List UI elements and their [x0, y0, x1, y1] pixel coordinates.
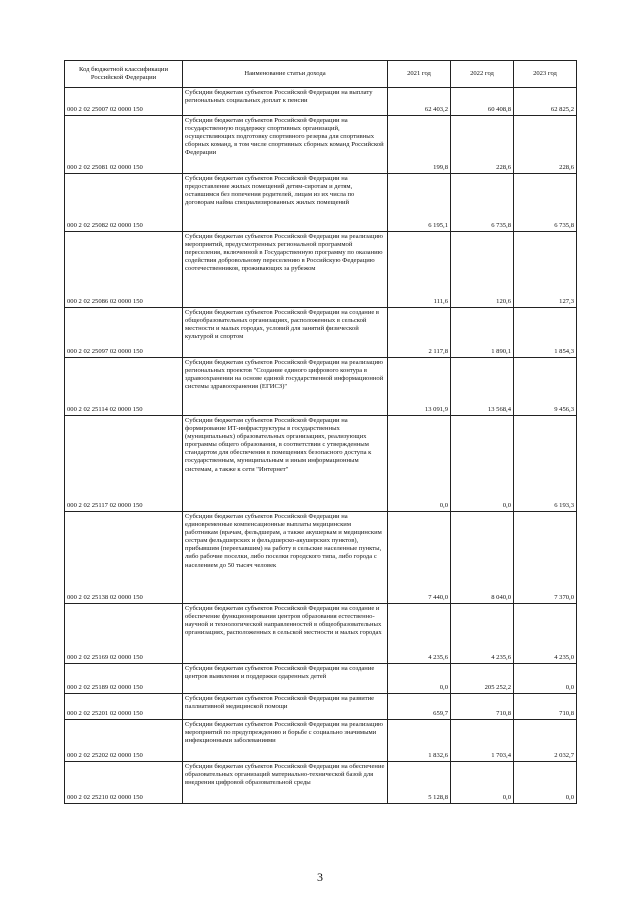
row-2023: 0,0	[514, 762, 577, 804]
row-code: 000 2 02 25201 02 0000 150	[65, 694, 183, 720]
row-2023: 9 456,3	[514, 358, 577, 416]
row-2023: 127,3	[514, 232, 577, 308]
table-header-row	[65, 61, 577, 88]
row-code: 000 2 02 25114 02 0000 150	[65, 358, 183, 416]
row-2023: 228,6	[514, 116, 577, 174]
table-row	[65, 116, 577, 174]
row-2021: 199,8	[388, 116, 451, 174]
row-code: 000 2 02 25082 02 0000 150	[65, 174, 183, 232]
row-name: Субсидии бюджетам субъектов Российской Федерации на обеспечение образовательных организаций материально-технической базой для внедрения цифровой образовательной среды	[183, 762, 388, 804]
header-code: Код бюджетной классификации Российской Федерации	[65, 61, 183, 88]
row-2021: 659,7	[388, 694, 451, 720]
row-name: Субсидии бюджетам субъектов Российской Федерации на единовременные компенсационные выплаты медицинским работникам (врачам, фельдшерам, а также акушеркам и медицинским сестрам фельдшерских и фельдшерско-акушерских пунктов), прибывшим (переехавшим) на работу в сельские населенные пункты, либо рабочие поселки, либо поселки городского типа, либо города с населением до 50 тысяч человек	[183, 512, 388, 604]
row-name: Субсидии бюджетам субъектов Российской Федерации на создание центров выявления и поддержки одаренных детей	[183, 664, 388, 694]
row-2021: 0,0	[388, 664, 451, 694]
row-2023: 2 032,7	[514, 720, 577, 762]
table-row	[65, 694, 577, 720]
row-2021: 7 440,0	[388, 512, 451, 604]
row-code: 000 2 02 25138 02 0000 150	[65, 512, 183, 604]
row-name: Субсидии бюджетам субъектов Российской Федерации на государственную поддержку спортивных организаций, осуществляющих подготовку спортивного резерва для спортивных сборных команд, в том числе спортивных сборных команд Российской Федерации	[183, 116, 388, 174]
row-2021: 1 832,6	[388, 720, 451, 762]
row-2021: 6 195,1	[388, 174, 451, 232]
row-2021: 111,6	[388, 232, 451, 308]
table-row	[65, 720, 577, 762]
table-row	[65, 664, 577, 694]
row-2022: 228,6	[451, 116, 514, 174]
row-2022: 0,0	[451, 416, 514, 512]
table-row	[65, 762, 577, 804]
table-row	[65, 512, 577, 604]
row-name: Субсидии бюджетам субъектов Российской Федерации на реализацию мероприятий, предусмотренных региональной программой переселения, включенной в Государственную программу по оказанию содействия добровольному переселению в Российскую Федерацию соотечественников, проживающих за рубежом	[183, 232, 388, 308]
row-2022: 8 040,0	[451, 512, 514, 604]
row-2022: 120,6	[451, 232, 514, 308]
row-code: 000 2 02 25202 02 0000 150	[65, 720, 183, 762]
table-row	[65, 232, 577, 308]
row-2021: 0,0	[388, 416, 451, 512]
header-name: Наименование статьи дохода	[183, 61, 388, 88]
row-name: Субсидии бюджетам субъектов Российской Федерации на создание и обеспечение функционирования центров образования естественно-научной и технологической направленностей в общеобразовательных организациях, расположенных в сельской местности и малых городах	[183, 604, 388, 664]
row-name: Субсидии бюджетам субъектов Российской Федерации на формирование ИТ-инфраструктуры в государственных (муниципальных) образовательных организациях, реализующих программы общего образования, в соответствии с утвержденным стандартом для обеспечения в помещениях безопасного доступа к государственным, муниципальным и иным информационным системам, а также к сети "Интернет"	[183, 416, 388, 512]
table-row	[65, 416, 577, 512]
row-code: 000 2 02 25189 02 0000 150	[65, 664, 183, 694]
row-2022: 13 568,4	[451, 358, 514, 416]
table-row	[65, 308, 577, 358]
row-code: 000 2 02 25086 02 0000 150	[65, 232, 183, 308]
row-2023: 6 193,3	[514, 416, 577, 512]
row-name: Субсидии бюджетам субъектов Российской Федерации на создание в общеобразовательных организациях, расположенных в сельской местности и малых городах, условий для занятий физической культурой и спортом	[183, 308, 388, 358]
row-2023: 710,8	[514, 694, 577, 720]
row-2021: 62 403,2	[388, 88, 451, 116]
row-2021: 4 235,6	[388, 604, 451, 664]
row-2023: 7 370,0	[514, 512, 577, 604]
row-2023: 1 854,3	[514, 308, 577, 358]
row-code: 000 2 02 25081 02 0000 150	[65, 116, 183, 174]
page-number: 3	[317, 870, 323, 884]
table-row	[65, 604, 577, 664]
header-2022: 2022 год	[451, 61, 514, 88]
row-2023: 0,0	[514, 664, 577, 694]
row-2022: 710,8	[451, 694, 514, 720]
row-name: Субсидии бюджетам субъектов Российской Федерации на выплату региональных социальных доплат к пенсии	[183, 88, 388, 116]
header-2021: 2021 год	[388, 61, 451, 88]
header-2023: 2023 год	[514, 61, 577, 88]
row-2021: 2 117,8	[388, 308, 451, 358]
row-name: Субсидии бюджетам субъектов Российской Федерации на развитие паллиативной медицинской помощи	[183, 694, 388, 720]
table-row	[65, 174, 577, 232]
row-2022: 0,0	[451, 762, 514, 804]
row-name: Субсидии бюджетам субъектов Российской Федерации на реализацию мероприятий по предупреждению и борьбе с социально значимыми инфекционными заболеваниями	[183, 720, 388, 762]
row-code: 000 2 02 25117 02 0000 150	[65, 416, 183, 512]
row-2022: 60 408,8	[451, 88, 514, 116]
revenue-table	[64, 60, 577, 804]
row-code: 000 2 02 25007 02 0000 150	[65, 88, 183, 116]
row-2022: 1 890,1	[451, 308, 514, 358]
row-2022: 6 735,8	[451, 174, 514, 232]
row-2023: 62 825,2	[514, 88, 577, 116]
row-2021: 13 091,9	[388, 358, 451, 416]
row-2022: 1 703,4	[451, 720, 514, 762]
row-2022: 205 252,2	[451, 664, 514, 694]
table-row	[65, 88, 577, 116]
row-2023: 6 735,8	[514, 174, 577, 232]
row-2021: 5 128,8	[388, 762, 451, 804]
table-row	[65, 358, 577, 416]
row-code: 000 2 02 25097 02 0000 150	[65, 308, 183, 358]
row-2023: 4 235,0	[514, 604, 577, 664]
row-name: Субсидии бюджетам субъектов Российской Федерации на реализацию региональных проектов "Создание единого цифрового контура в здравоохранении на основе единой государственной информационной системы здравоохранения (ЕГИСЗ)"	[183, 358, 388, 416]
row-code: 000 2 02 25169 02 0000 150	[65, 604, 183, 664]
row-code: 000 2 02 25210 02 0000 150	[65, 762, 183, 804]
row-2022: 4 235,6	[451, 604, 514, 664]
row-name: Субсидии бюджетам субъектов Российской Федерации на предоставление жилых помещений детям-сиротам и детям, оставшимся без попечения родителей, лицам из их числа по договорам найма специализированных жилых помещений	[183, 174, 388, 232]
